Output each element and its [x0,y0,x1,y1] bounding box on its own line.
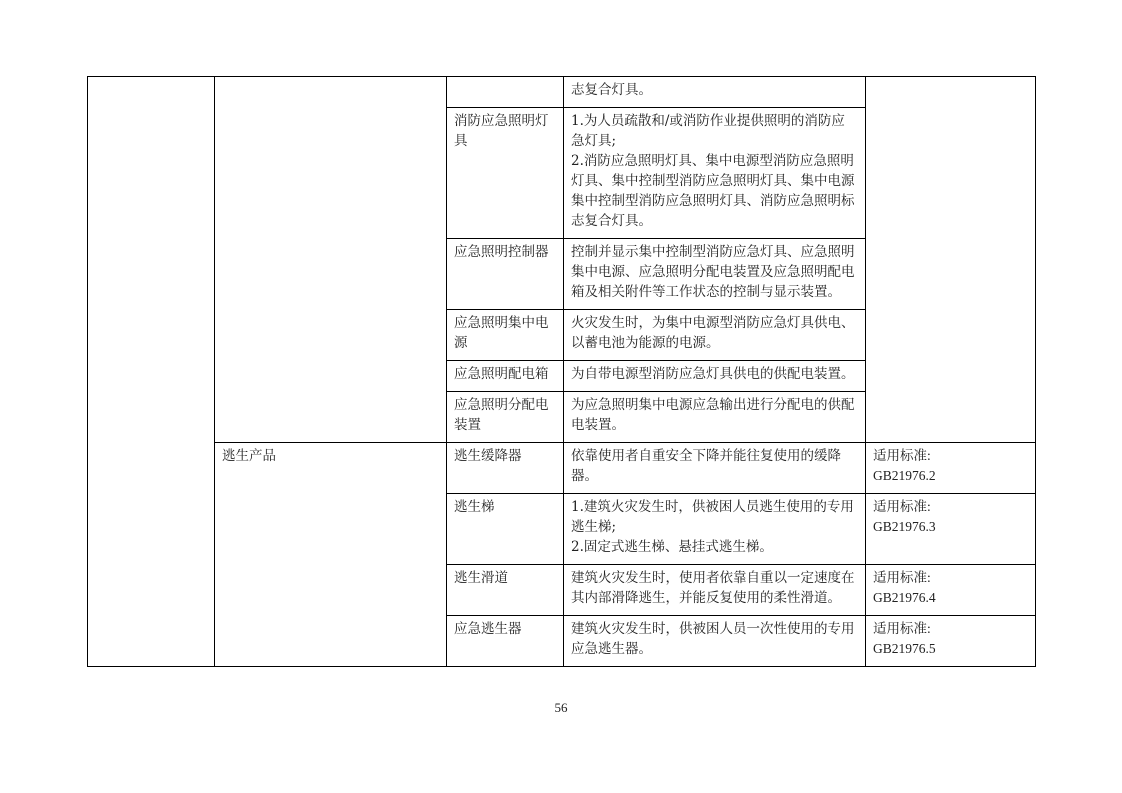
category-cell: 逃生产品 [215,443,447,667]
product-description-cell: 建筑火灾发生时，供被困人员一次性使用的专用应急逃生器。 [564,616,866,667]
product-description-cell: 建筑火灾发生时，使用者依靠自重以一定速度在其内部滑降逃生，并能反复使用的柔性滑道。 [564,565,866,616]
section-cell [88,77,215,667]
product-description-cell: 1.建筑火灾发生时，供被困人员逃生使用的专用逃生梯; 2.固定式逃生梯、悬挂式逃生梯。 [564,494,866,565]
product-description-cell: 火灾发生时，为集中电源型消防应急灯具供电、以蓄电池为能源的电源。 [564,310,866,361]
standard-cell [866,77,1036,443]
product-name-cell: 逃生缓降器 [447,443,564,494]
product-name-cell: 应急照明集中电源 [447,310,564,361]
product-description-cell: 控制并显示集中控制型消防应急灯具、应急照明集中电源、应急照明分配电装置及应急照明配电箱及相关附件等工作状态的控制与显示装置。 [564,239,866,310]
product-description-cell: 志复合灯具。 [564,77,866,108]
product-description-cell: 1.为人员疏散和/或消防作业提供照明的消防应急灯具; 2.消防应急照明灯具、集中电源型消防应急照明灯具、集中控制型消防应急照明灯具、集中电源集中控制型消防应急照明灯具、消防应急照明标志复合灯具。 [564,108,866,239]
product-name-cell: 消防应急照明灯具 [447,108,564,239]
product-name-cell: 应急照明分配电装置 [447,392,564,443]
standard-cell: 适用标准: GB21976.2 [866,443,1036,494]
standard-cell: 适用标准: GB21976.4 [866,565,1036,616]
product-name-cell: 逃生滑道 [447,565,564,616]
product-name-cell: 应急照明配电箱 [447,361,564,392]
table-row [88,77,1036,108]
product-name-cell [447,77,564,108]
page-number: 56 [554,700,568,715]
product-description-cell: 为自带电源型消防应急灯具供电的供配电装置。 [564,361,866,392]
product-spec-table [87,76,1036,667]
product-description-cell: 为应急照明集中电源应急输出进行分配电的供配电装置。 [564,392,866,443]
standard-cell: 适用标准: GB21976.5 [866,616,1036,667]
standard-cell: 适用标准: GB21976.3 [866,494,1036,565]
product-name-cell: 逃生梯 [447,494,564,565]
product-name-cell: 应急逃生器 [447,616,564,667]
product-name-cell: 应急照明控制器 [447,239,564,310]
category-cell [215,77,447,443]
product-description-cell: 依靠使用者自重安全下降并能往复使用的缓降器。 [564,443,866,494]
table-row [88,443,1036,494]
